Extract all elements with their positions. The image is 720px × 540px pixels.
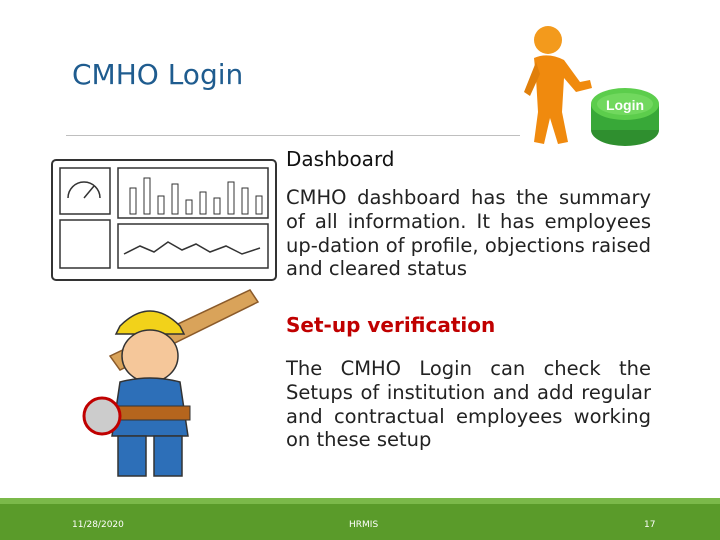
slide-title: CMHO Login xyxy=(72,58,244,91)
login-illustration xyxy=(520,22,670,162)
dashboard-description: CMHO dashboard has the summary of all information. It has employees up-dation of profile, objections raised and cleared status xyxy=(286,186,651,281)
footer-date: 11/28/2020 xyxy=(72,520,124,530)
setup-heading: Set-up verification xyxy=(286,313,496,337)
setup-description: The CMHO Login can check the Setups of institution and add regular and contractual employees working on these setup xyxy=(286,357,651,452)
figure-icon xyxy=(524,26,592,144)
footer-band xyxy=(0,498,720,504)
dashboard-sketch-illustration xyxy=(50,158,278,282)
worker-illustration xyxy=(80,286,260,482)
slide-number: 17 xyxy=(644,520,656,530)
login-button-label: Login xyxy=(605,97,645,113)
slide-footer xyxy=(0,498,720,540)
footer-center-text: HRMIS xyxy=(349,520,379,530)
dashboard-heading: Dashboard xyxy=(286,147,395,171)
title-divider xyxy=(66,135,520,136)
